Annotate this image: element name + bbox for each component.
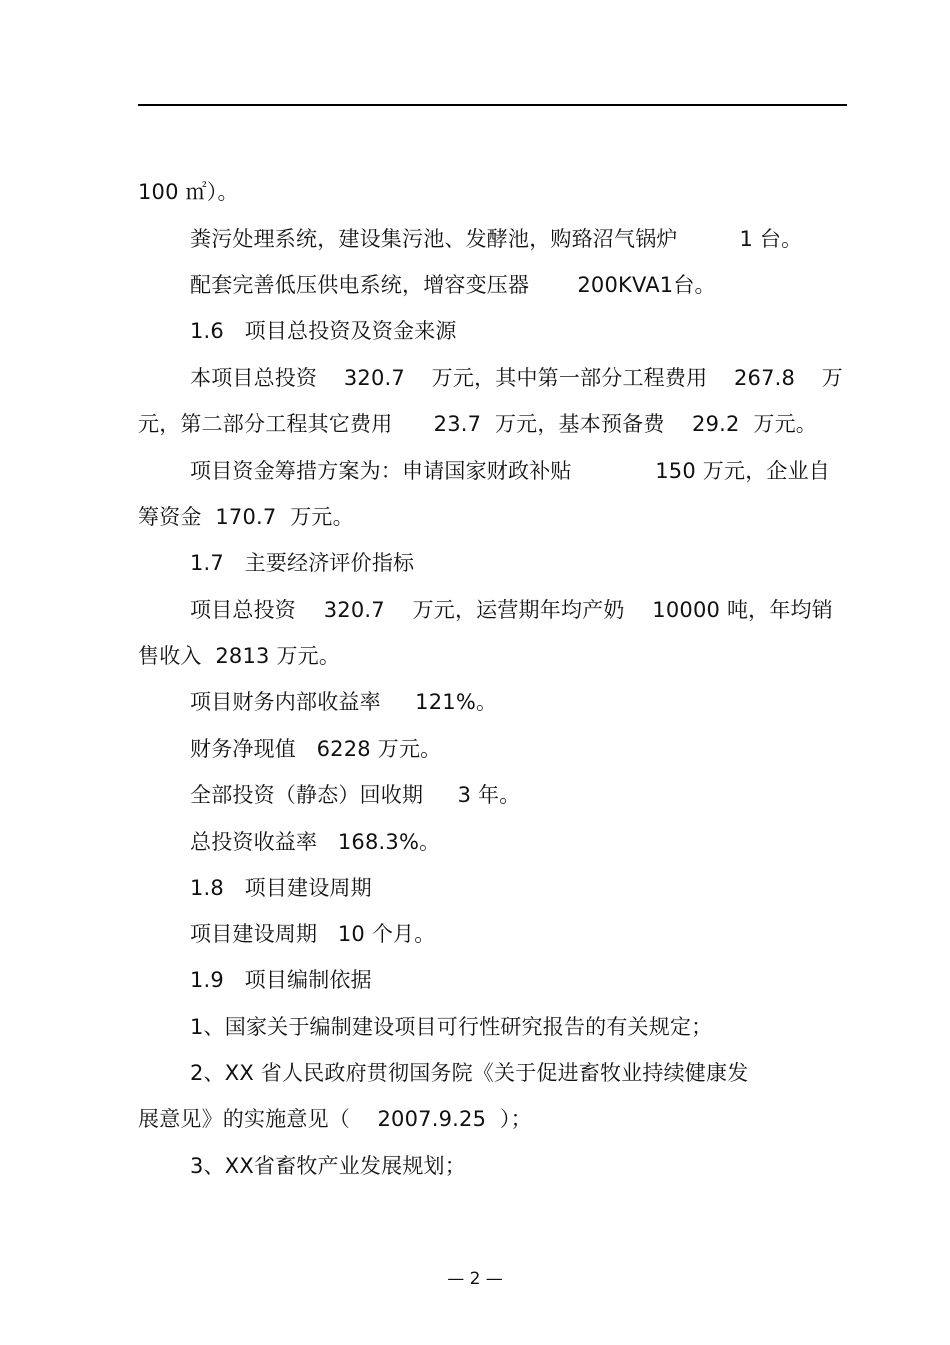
list-item: 3、XX省畜牧产业发展规划； xyxy=(190,1154,466,1178)
section-heading-1-6: 1.6 项目总投资及资金来源 xyxy=(190,319,457,343)
text-line: 100 ㎡）。 xyxy=(138,180,239,204)
text-line xyxy=(190,457,830,485)
text-segment: 320.7 xyxy=(323,598,385,622)
section-heading-1-8: 1.8 项目建设周期 xyxy=(190,876,372,900)
text-line: 全部投资（静态）回收期 3 年。 xyxy=(190,783,521,807)
text-line: 项目财务内部收益率 121%。 xyxy=(190,690,498,714)
list-item: 1、国家关于编制建设项目可行性研究报告的有关规定； xyxy=(190,1015,713,1039)
text-line: 配套完善低压供电系统，增容变压器 200KVA1台。 xyxy=(190,273,716,297)
text-segment: 项目总投资 xyxy=(190,598,296,622)
header-rule xyxy=(138,104,847,106)
section-heading-1-7: 1.7 主要经济评价指标 xyxy=(190,551,415,575)
text-segment: 项目资金筹措方案为：申请国家财政补贴 xyxy=(190,459,572,483)
text-line xyxy=(190,596,833,624)
page-number: — 2 — xyxy=(447,1269,503,1289)
text-line: 财务净现值 6228 万元。 xyxy=(190,737,442,761)
text-segment: 万元，运营期年均产奶 xyxy=(412,598,625,622)
text-segment: 267.8 xyxy=(733,366,796,390)
list-item: 2、XX 省人民政府贯彻国务院《关于促进畜牧业持续健康发 xyxy=(190,1061,749,1085)
text-segment: 万 xyxy=(821,366,843,390)
text-line: 总投资收益率 168.3%。 xyxy=(190,830,441,854)
text-segment: 320.7 xyxy=(343,366,405,390)
text-line: 粪污处理系统，建设集污池、发酵池，购臵沼气锅炉 1 台。 xyxy=(190,227,803,251)
text-line: 售收入 2813 万元。 xyxy=(138,644,341,668)
section-heading-1-9: 1.9 项目编制依据 xyxy=(190,968,372,992)
text-line: 筹资金 170.7 万元。 xyxy=(138,505,354,529)
text-line: 项目建设周期 10 个月。 xyxy=(190,922,436,946)
text-line xyxy=(190,364,843,392)
text-segment: 150 万元，企业自 xyxy=(655,459,830,483)
text-segment: 万元，其中第一部分工程费用 xyxy=(431,366,708,390)
text-line: 展意见》的实施意见（ 2007.9.25 ）； xyxy=(138,1107,532,1131)
text-segment: 10000 吨，年均销 xyxy=(652,598,833,622)
text-line: 元，第二部分工程其它费用 23.7 万元，基本预备费 29.2 万元。 xyxy=(138,412,817,436)
text-segment: 本项目总投资 xyxy=(190,366,318,390)
